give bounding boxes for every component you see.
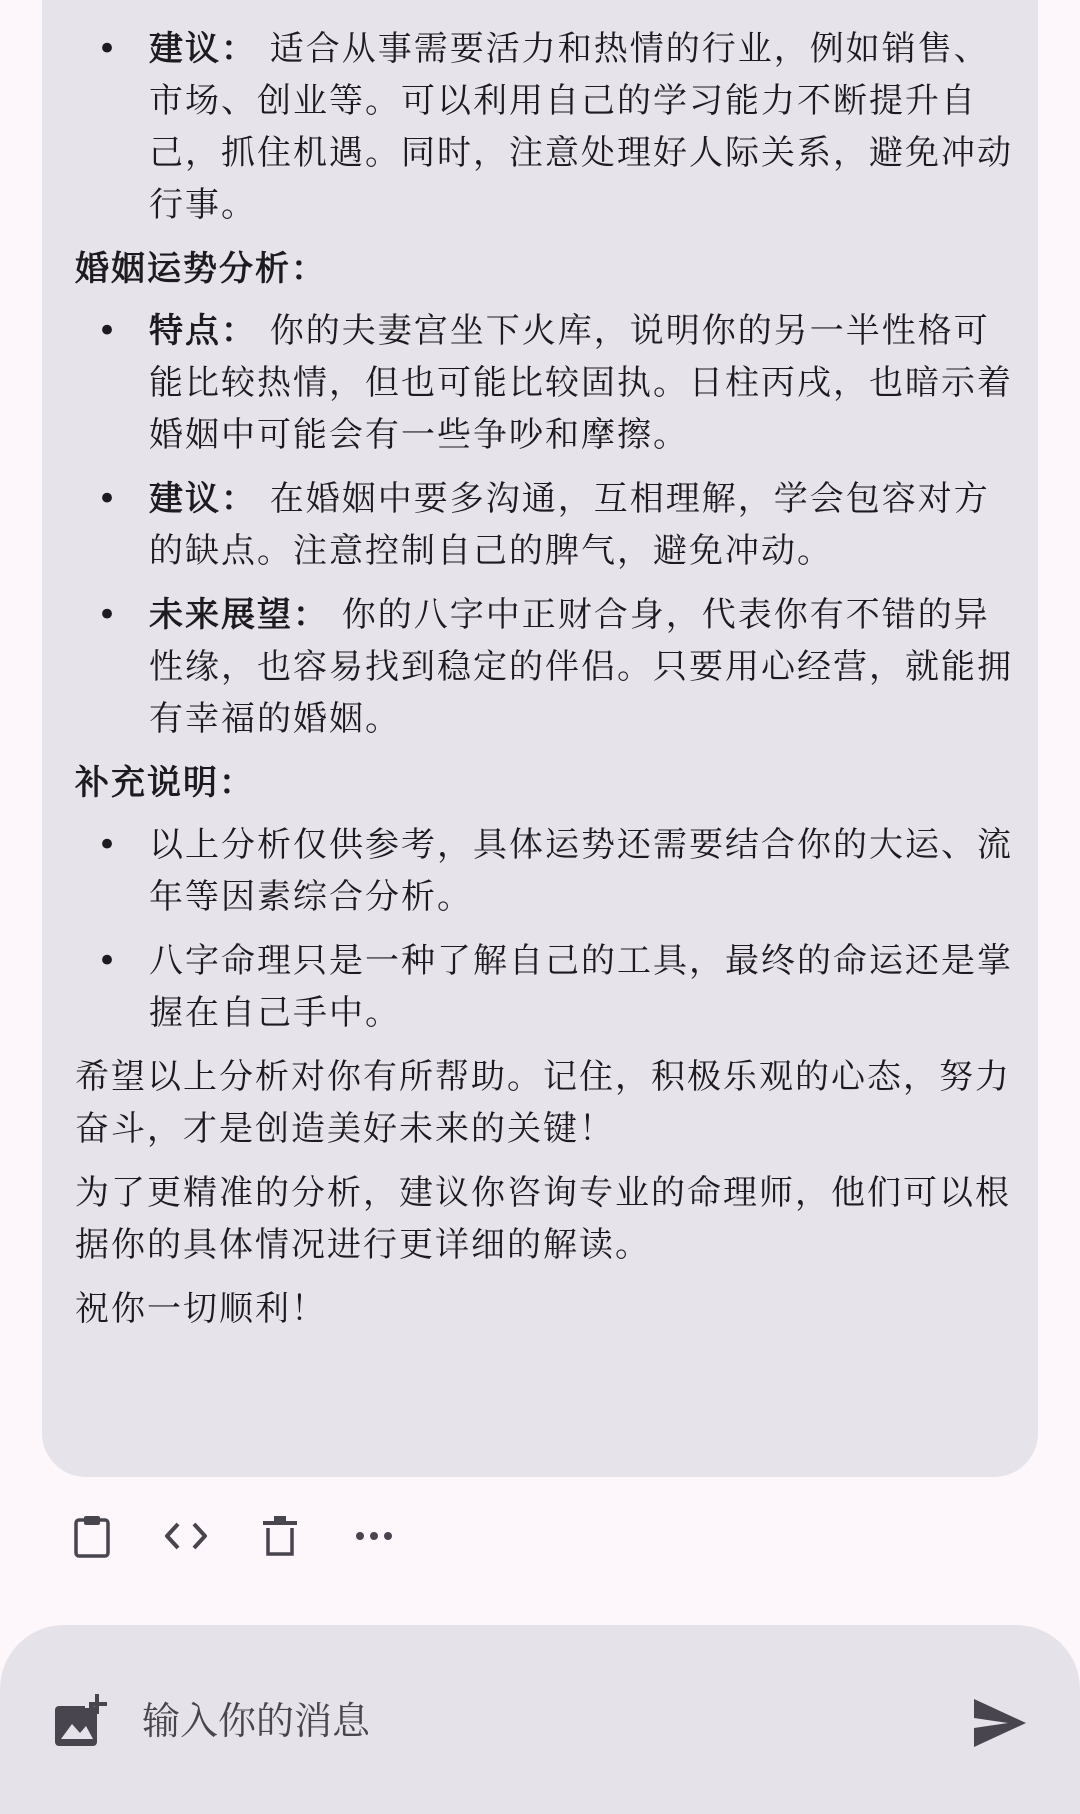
list-item-text: 你的八字中正财合身，代表你有不错的异性缘，也容易找到稳定的伴侣。只要用心经营，就能拥有幸福的婚姻。	[149, 595, 1013, 739]
list-item-text: 适合从事需要活力和热情的行业，例如销售、市场、创业等。可以利用自己的学习能力不断提升自己，抓住机遇。同时，注意处理好人际关系，避免冲动行事。	[149, 29, 1013, 225]
list-item	[75, 819, 1015, 923]
bullet-icon: •	[97, 311, 120, 351]
list-item-label: 未来展望：	[149, 595, 329, 635]
message-input[interactable]	[142, 1681, 942, 1761]
list-item	[75, 23, 1015, 231]
list-item-text: 以上分析仅供参考，具体运势还需要结合你的大运、流年等因素综合分析。	[149, 825, 1013, 917]
add-image-button[interactable]	[52, 1694, 108, 1750]
consult-paragraph: 为了更精准的分析，建议你咨询专业的命理师，他们可以根据你的具体情况进行更详细的解读。	[75, 1173, 1011, 1265]
trash-icon	[262, 1515, 298, 1557]
farewell-paragraph: 祝你一切顺利！	[75, 1289, 327, 1329]
add-photo-icon	[52, 1694, 108, 1750]
bullet-icon: •	[97, 595, 120, 635]
bullet-icon: •	[97, 825, 120, 865]
list-item	[75, 305, 1015, 461]
message-content	[75, 0, 1015, 1335]
notes-list	[75, 819, 1015, 1039]
list-item	[75, 935, 1015, 1039]
list-item-label: 建议：	[149, 29, 257, 69]
message-composer	[0, 1625, 1080, 1814]
section-heading-notes: 补充说明：	[75, 763, 255, 803]
list-item	[75, 473, 1015, 577]
marriage-list	[75, 305, 1015, 745]
more-button[interactable]	[350, 1512, 398, 1560]
send-icon	[970, 1693, 1030, 1753]
code-icon	[164, 1519, 208, 1553]
list-item-text: 八字命理只是一种了解自己的工具，最终的命运还是掌握在自己手中。	[149, 941, 1013, 1033]
view-source-button[interactable]	[162, 1512, 210, 1560]
delete-button[interactable]	[256, 1512, 304, 1560]
clipboard-icon	[72, 1514, 112, 1558]
copy-button[interactable]	[68, 1512, 116, 1560]
section-heading-marriage: 婚姻运势分析：	[75, 249, 327, 289]
bullet-icon: •	[97, 29, 120, 69]
send-button[interactable]	[970, 1693, 1030, 1753]
message-actions	[68, 1510, 444, 1562]
list-item-label: 特点：	[149, 311, 257, 351]
bullet-icon: •	[97, 479, 120, 519]
list-item-label: 建议：	[149, 479, 257, 519]
more-horizontal-icon	[355, 1531, 393, 1541]
bullet-icon: •	[97, 941, 120, 981]
list-item-text: 在婚姻中要多沟通，互相理解，学会包容对方的缺点。注意控制自己的脾气，避免冲动。	[149, 479, 990, 571]
career-advice-list	[75, 23, 1015, 231]
closing-paragraph: 希望以上分析对你有所帮助。记住，积极乐观的心态，努力奋斗，才是创造美好未来的关键！	[75, 1057, 1011, 1149]
list-item	[75, 589, 1015, 745]
list-item-text: 你的夫妻宫坐下火库，说明你的另一半性格可能比较热情，但也可能比较固执。日柱丙戌，也暗示着婚姻中可能会有一些争吵和摩擦。	[149, 311, 1013, 455]
